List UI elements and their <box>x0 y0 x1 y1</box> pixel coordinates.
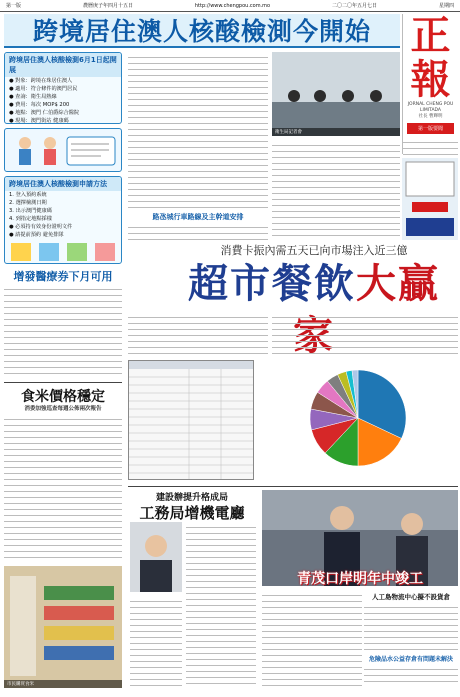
subhead-rice-price: 消委加強巡查每週公佈兩次報告 <box>24 406 102 412</box>
people-illustration-icon <box>5 129 121 171</box>
article-body-port <box>262 590 362 688</box>
info-line: ● 對象：跨境在珠居住澳人 <box>9 78 73 84</box>
subheadline-consumption: 消費卡振內需五天已向市場注入近三億 <box>220 244 408 257</box>
masthead <box>402 14 458 154</box>
divider <box>128 486 458 487</box>
headline-port: 青茂口岸明年中竣工 <box>297 571 423 587</box>
article-body-rice <box>4 414 122 564</box>
main-headline <box>4 14 400 48</box>
table-rows <box>129 369 253 479</box>
headline-ai: 人工島物流中心擬不設貨倉 <box>372 593 450 601</box>
procedure-icons <box>5 239 121 267</box>
article-body-consumption-right <box>272 312 458 356</box>
info-line: 1. 登入預約系統 <box>9 192 47 198</box>
weekday: 星期四 <box>438 3 454 9</box>
official-portrait-photo <box>130 522 182 592</box>
headline-rice-price: 食米價格穩定 <box>21 389 105 405</box>
headline-part-mid: 餐飲 <box>272 261 356 307</box>
info-box-apply <box>4 176 122 264</box>
section-heading: 路氹城行車路線及主幹道安排 <box>152 213 244 221</box>
illustration-box <box>4 128 122 172</box>
press-conference-photo <box>272 52 400 136</box>
lunar-date: 農曆庚子年四月十五日 <box>82 3 133 9</box>
gregorian-date: 二〇二〇年五月七日 <box>332 3 378 9</box>
info-box-testing <box>4 52 122 124</box>
rice-shop-photo <box>4 566 122 688</box>
info-line: 4. 到指定地點採樣 <box>9 216 52 222</box>
headline-public-works: 工務局增機電廳 <box>139 504 245 522</box>
article-body-center <box>128 222 268 240</box>
headline-part-blue: 超市 <box>188 261 272 307</box>
info-box-title: 跨境居住澳人核酸檢測申請方法 <box>5 177 121 191</box>
pie-svg <box>260 360 456 480</box>
article-body-public-works-left <box>130 596 182 688</box>
article-body-public-works-right <box>186 522 256 688</box>
article-body-medical <box>4 284 122 378</box>
info-line: ● 地點：澳門 仁伯爵綜合醫院 <box>9 110 80 116</box>
masthead-sub1: JORNAL CHENG POU LIMITADA <box>407 102 454 113</box>
info-line: ● 現場：澳門街站 健康碼 <box>9 118 69 124</box>
newspaper-logo: 正報 <box>410 12 451 103</box>
kicker-public-works: 建設辦提升格成局 <box>155 493 228 503</box>
subhead-ai: 危險品水公益存倉有問題未解決 <box>368 656 453 663</box>
site-url[interactable]: http://www.chengpou.com.mo <box>194 2 271 9</box>
info-line: 2. 選擇檢測日期 <box>9 200 47 206</box>
article-body-ai <box>364 602 458 652</box>
table-header <box>129 361 253 369</box>
headline-part-red: 大贏家 <box>293 261 440 359</box>
info-line: ● 查詢：衛生局熱線 <box>9 94 57 100</box>
article-body-ai-2 <box>364 664 458 688</box>
top-bar <box>0 0 460 12</box>
info-line: 3. 出示澳門健康碼 <box>9 208 52 214</box>
masthead-red-label: 第一版要聞 <box>407 123 454 134</box>
article-body-right <box>272 140 400 240</box>
divider <box>4 382 122 383</box>
info-box-title: 跨境居住澳人核酸檢測6月1日起開展 <box>5 53 121 77</box>
consumption-table <box>128 360 254 480</box>
info-line: ● 適用：符合條件的澳門居民 <box>9 86 78 92</box>
info-line: ● 費用：每次 MOP$ 200 <box>9 102 70 108</box>
consumption-pie-chart <box>260 360 456 480</box>
main-headline-text: 跨境居住澳人核酸檢測今開始 <box>32 17 371 46</box>
page-label: 第一版 <box>6 3 22 9</box>
info-line: ● 請提前預約 避免排隊 <box>9 232 64 238</box>
article-body-top <box>128 52 268 210</box>
masthead-sub2: 社長 曹輝明 <box>418 114 443 119</box>
side-ad <box>402 158 458 240</box>
headline-medical: 增發醫療券下月可用 <box>13 270 113 283</box>
photo-caption: 衛生局記者會 <box>272 128 400 136</box>
article-body-consumption-left <box>128 312 268 356</box>
photo-caption: 市民購買食米 <box>4 680 122 688</box>
info-line: ● 必須持有效身份證明文件 <box>9 224 73 230</box>
